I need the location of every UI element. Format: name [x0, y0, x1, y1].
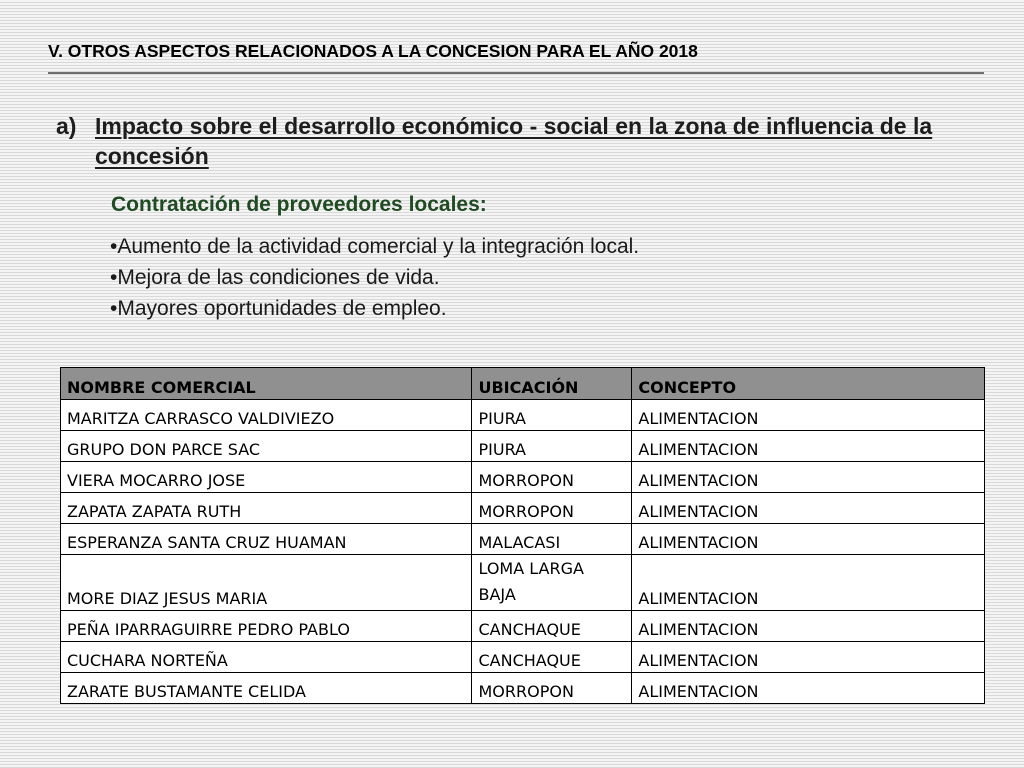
table-row [61, 611, 985, 642]
cell-ubicacion: LOMA LARGA BAJA [472, 555, 632, 611]
table-row [61, 642, 985, 673]
cell-nombre: CUCHARA NORTEÑA [61, 642, 472, 673]
cell-concepto: ALIMENTACION [632, 611, 985, 642]
section-heading [56, 111, 976, 171]
cell-ubicacion: CANCHAQUE [472, 611, 632, 642]
cell-nombre: PEÑA IPARRAGUIRRE PEDRO PABLO [61, 611, 472, 642]
cell-concepto: ALIMENTACION [632, 400, 985, 431]
table-header-row [61, 368, 985, 400]
cell-nombre: VIERA MOCARRO JOSE [61, 462, 472, 493]
bullet-item: • Mejora de las condiciones de vida. [110, 262, 639, 293]
table-row [61, 493, 985, 524]
column-header-ubicacion: UBICACIÓN [472, 368, 632, 400]
table-row [61, 673, 985, 704]
cell-ubicacion: MALACASI [472, 524, 632, 555]
cell-nombre: ESPERANZA SANTA CRUZ HUAMAN [61, 524, 472, 555]
cell-concepto: ALIMENTACION [632, 673, 985, 704]
bullet-item: • Aumento de la actividad comercial y la integración local. [110, 231, 639, 262]
table-row [61, 524, 985, 555]
cell-concepto: ALIMENTACION [632, 524, 985, 555]
bullet-list [110, 231, 639, 324]
title-divider [48, 72, 984, 74]
section-heading-text: Impacto sobre el desarrollo económico - social en la zona de influencia de la concesión [95, 113, 933, 169]
column-header-concepto: CONCEPTO [632, 368, 985, 400]
section-marker: a) [56, 113, 77, 139]
cell-concepto: ALIMENTACION [632, 431, 985, 462]
table-row [61, 400, 985, 431]
cell-ubicacion: CANCHAQUE [472, 642, 632, 673]
slide-title: V. OTROS ASPECTOS RELACIONADOS A LA CONCESION PARA EL AÑO 2018 [48, 41, 698, 61]
suppliers-table [60, 367, 985, 704]
cell-concepto: ALIMENTACION [632, 555, 985, 611]
cell-nombre: GRUPO DON PARCE SAC [61, 431, 472, 462]
cell-ubicacion: MORROPON [472, 462, 632, 493]
table-row [61, 555, 985, 611]
cell-nombre: MARITZA CARRASCO VALDIVIEZO [61, 400, 472, 431]
cell-nombre: MORE DIAZ JESUS MARIA [61, 555, 472, 611]
cell-ubicacion: PIURA [472, 431, 632, 462]
cell-ubicacion: MORROPON [472, 493, 632, 524]
cell-nombre: ZAPATA ZAPATA RUTH [61, 493, 472, 524]
table-row [61, 431, 985, 462]
bullet-item: • Mayores oportunidades de empleo. [110, 293, 639, 324]
subheading: Contratación de proveedores locales: [111, 193, 487, 216]
cell-concepto: ALIMENTACION [632, 493, 985, 524]
cell-ubicacion: MORROPON [472, 673, 632, 704]
table-row [61, 462, 985, 493]
cell-ubicacion: PIURA [472, 400, 632, 431]
cell-nombre: ZARATE BUSTAMANTE CELIDA [61, 673, 472, 704]
cell-concepto: ALIMENTACION [632, 642, 985, 673]
cell-concepto: ALIMENTACION [632, 462, 985, 493]
column-header-nombre: NOMBRE COMERCIAL [61, 368, 472, 400]
